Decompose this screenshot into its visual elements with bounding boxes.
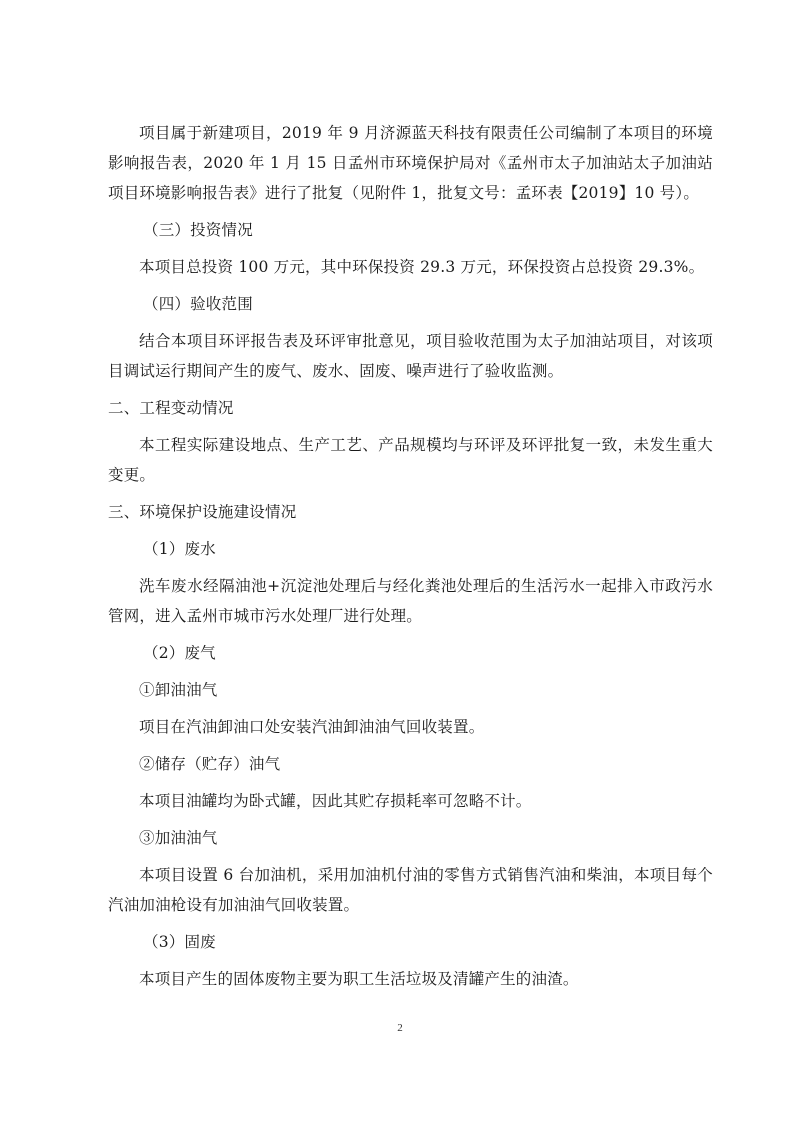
page-number: 2 (397, 1022, 403, 1034)
heading-acceptance-scope: （四）验收范围 (143, 295, 253, 313)
heading-project-changes: 二、工程变动情况 (108, 399, 234, 417)
paragraph-project-changes: 本工程实际建设地点、生产工艺、产品规模均与环评及环评批复一致，未发生重大变更。 (108, 436, 713, 484)
paragraph-storage-vapor: 本项目油罐均为卧式罐，因此其贮存损耗率可忽略不计。 (139, 792, 532, 810)
paragraph-wastewater: 洗车废水经隔油池+沉淀池处理后与经化粪池处理后的生活污水一起排入市政污水管网，进入孟州市城市污水处理厂进行处理。 (108, 577, 713, 625)
paragraph-eia-history: 项目属于新建项目，2019 年 9 月济源蓝天科技有限责任公司编制了本项目的环境影响报告表，2020 年 1 月 15 日孟州市环境保护局对《孟州市太子加油站太子加油站项目环境影响报告表》进行了批复（见附件 1，批复文号：孟环表【2019】10 号）。 (108, 124, 713, 202)
item-unloading-vapor: ①卸油油气 (139, 681, 218, 699)
page-body (108, 118, 713, 1001)
paragraph-investment: 本项目总投资 100 万元，其中环保投资 29.3 万元，环保投资占总投资 29.3%。 (139, 258, 705, 276)
paragraph-solid-waste: 本项目产生的固体废物主要为职工生活垃圾及清罐产生的油渣。 (139, 970, 579, 988)
paragraph-unloading-vapor: 项目在汽油卸油口处安装汽油卸油油气回收装置。 (139, 718, 485, 736)
heading-wastewater: （1）废水 (143, 540, 216, 558)
item-refueling-vapor: ③加油油气 (139, 829, 218, 847)
heading-waste-gas: （2）废气 (143, 644, 216, 662)
heading-environmental-facilities: 三、环境保护设施建设情况 (108, 503, 297, 521)
item-storage-vapor: ②储存（贮存）油气 (139, 755, 281, 773)
paragraph-acceptance-scope: 结合本项目环评报告表及环评审批意见，项目验收范围为太子加油站项目，对该项目调试运行期间产生的废气、废水、固废、噪声进行了验收监测。 (108, 332, 713, 380)
paragraph-refueling-vapor: 本项目设置 6 台加油机，采用加油机付油的零售方式销售汽油和柴油，本项目每个汽油加油枪设有加油油气回收装置。 (108, 866, 713, 914)
heading-investment: （三）投资情况 (143, 221, 253, 239)
heading-solid-waste: （3）固废 (143, 933, 216, 951)
